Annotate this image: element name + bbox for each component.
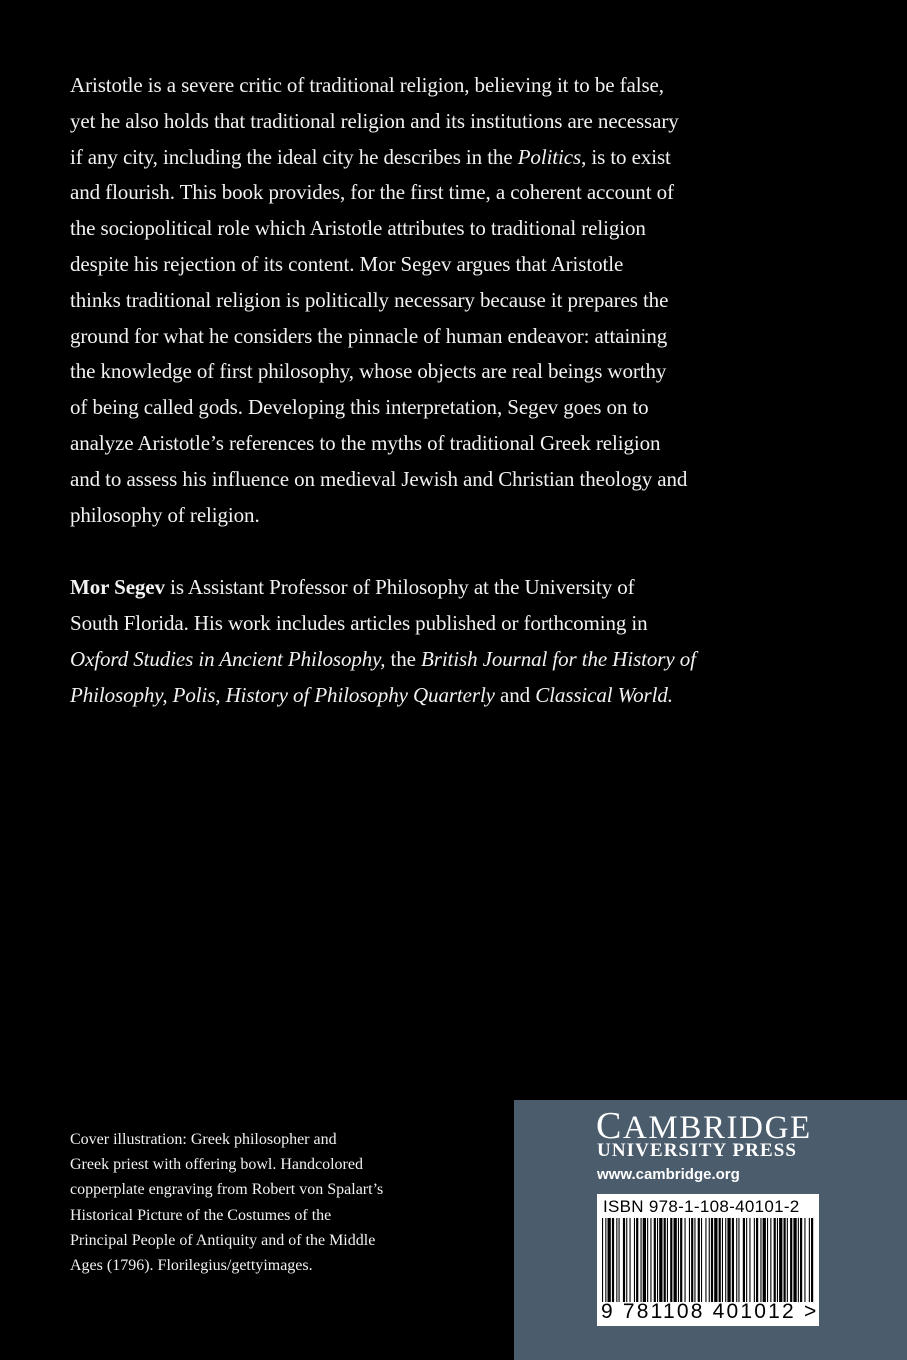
description-line: ground for what he considers the pinnacle of human endeavor: attaining <box>70 323 668 348</box>
bio-line: South Florida. His work includes articles published or forthcoming in <box>70 611 648 635</box>
description-line: the sociopolitical role which Aristotle attributes to traditional religion <box>70 216 646 241</box>
bio-line: Oxford Studies in Ancient Philosophy, the British Journal for the History of <box>70 647 696 671</box>
isbn-label: ISBN 978-1-108-40101-2 <box>603 1197 800 1216</box>
description-line: if any city, including the ideal city he describes in the Politics, is to exist <box>70 144 671 169</box>
credit-line: Ages (1796). Florilegius/gettyimages. <box>70 1257 313 1275</box>
bio-line: Mor Segev is Assistant Professor of Philosophy at the University of <box>70 575 635 599</box>
description-line: despite his rejection of its content. Mor Segev argues that Aristotle <box>70 251 624 276</box>
barcode-digits: 9 781108 401012 > <box>601 1300 819 1323</box>
publisher-logo-name: CAMBRIDGE <box>596 1105 812 1147</box>
publisher-url: www.cambridge.org <box>597 1166 740 1183</box>
description-line: and to assess his influence on medieval Jewish and Christian theology and <box>70 466 688 491</box>
credit-line: Cover illustration: Greek philosopher and <box>70 1131 337 1148</box>
description-line: Aristotle is a severe critic of traditional religion, believing it to be false, <box>70 73 664 97</box>
credit-line: Historical Picture of the Costumes of the <box>70 1206 332 1224</box>
description-line: the knowledge of first philosophy, whose objects are real beings worthy <box>70 359 667 384</box>
cover-credit <box>70 1127 490 1278</box>
barcode-icon <box>600 1218 814 1302</box>
author-name: Mor Segev <box>70 575 165 599</box>
description-line: and flourish. This book provides, for the first time, a coherent account of <box>70 180 674 205</box>
book-description <box>70 68 770 533</box>
title-politics: Politics <box>517 144 582 169</box>
credit-line: Principal People of Antiquity and of the Middle <box>70 1231 376 1249</box>
description-line: of being called gods. Developing this interpretation, Segev goes on to <box>70 395 649 420</box>
description-line: analyze Aristotle’s references to the myths of traditional Greek religion <box>70 430 661 455</box>
publisher-subtitle: UNIVERSITY PRESS <box>597 1140 798 1161</box>
description-line: thinks traditional religion is politically necessary because it prepares the <box>70 287 669 312</box>
credit-line: Greek priest with offering bowl. Handcolored <box>70 1156 363 1174</box>
description-paragraph <box>70 68 770 533</box>
bio-line: Philosophy, Polis, History of Philosophy Quarterly and Classical World. <box>70 683 673 707</box>
description-line: philosophy of religion. <box>70 502 260 527</box>
credit-line: copperplate engraving from Robert von Spalart’s <box>70 1181 384 1199</box>
author-bio <box>70 569 770 713</box>
description-line: yet he also holds that traditional religion and its institutions are necessary <box>70 108 679 133</box>
